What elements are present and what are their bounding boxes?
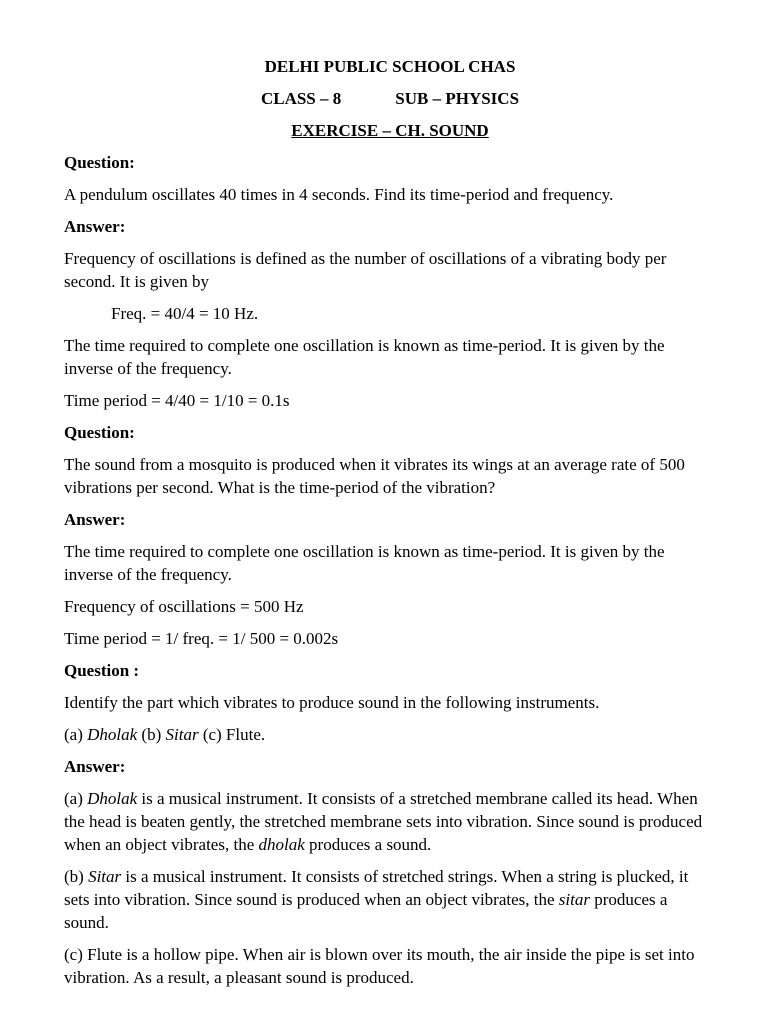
formula-line: Time period = 4/40 = 1/10 = 0.1s bbox=[64, 391, 290, 410]
ans-a-name: Dholak bbox=[87, 789, 138, 808]
question-label: Question: bbox=[64, 423, 135, 442]
question-text: A pendulum oscillates 40 times in 4 seconds. Find its time-period and frequency. bbox=[64, 185, 614, 204]
formula-line: Freq. = 40/4 = 10 Hz. bbox=[111, 304, 259, 323]
options-line bbox=[64, 723, 716, 746]
ans-b-prefix: (b) bbox=[64, 867, 89, 886]
ans-a-text: is a musical instrument. It consists of a stretched membrane called its head. When the head is beaten gently, the stretched membrane sets into vibration. Since sound is produced when an object vibrates, the bbox=[64, 789, 703, 854]
ans-a-name2: dholak bbox=[258, 835, 305, 854]
ans-a-prefix: (a) bbox=[64, 789, 88, 808]
ans-b-name: Sitar bbox=[88, 867, 122, 886]
answer-paragraph-c: (c) Flute is a hollow pipe. When air is blown over its mouth, the air inside the pipe is set into vibration. As a result, a pleasant sound is produced. bbox=[64, 945, 695, 987]
option-a-name: Dholak bbox=[87, 725, 138, 744]
question-label: Question: bbox=[64, 153, 135, 172]
ans-b-name2: sitar bbox=[558, 890, 590, 909]
option-b-prefix: (b) bbox=[137, 725, 166, 744]
answer-paragraph-b bbox=[64, 865, 716, 934]
question-text: Identify the part which vibrates to produce sound in the following instruments. bbox=[64, 693, 600, 712]
formula-line: Frequency of oscillations = 500 Hz bbox=[64, 597, 304, 616]
answer-paragraph: The time required to complete one oscillation is known as time-period. It is given by the inverse of the frequency. bbox=[64, 336, 665, 378]
exercise-heading: EXERCISE – CH. SOUND bbox=[291, 121, 489, 140]
subject-label: SUB – PHYSICS bbox=[395, 89, 520, 108]
ans-a-suffix: produces a sound. bbox=[304, 835, 432, 854]
formula-line: Time period = 1/ freq. = 1/ 500 = 0.002s bbox=[64, 629, 339, 648]
school-title: DELHI PUBLIC SCHOOL CHAS bbox=[264, 57, 516, 76]
question-label: Question : bbox=[64, 661, 140, 680]
class-subject-line bbox=[64, 87, 716, 110]
option-a-prefix: (a) bbox=[64, 725, 88, 744]
option-c-text: (c) Flute. bbox=[198, 725, 266, 744]
answer-paragraph: The time required to complete one oscillation is known as time-period. It is given by the inverse of the frequency. bbox=[64, 542, 665, 584]
answer-label: Answer: bbox=[64, 510, 126, 529]
option-b-name: Sitar bbox=[165, 725, 199, 744]
document-page bbox=[64, 55, 716, 998]
exercise-title bbox=[64, 119, 716, 142]
class-label: CLASS – 8 bbox=[260, 89, 342, 108]
answer-label: Answer: bbox=[64, 757, 126, 776]
question-text: The sound from a mosquito is produced when it vibrates its wings at an average rate of 500 vibrations per second. What is the time-period of the vibration? bbox=[64, 455, 685, 497]
answer-paragraph-a bbox=[64, 787, 716, 856]
ans-b-text: is a musical instrument. It consists of stretched strings. When a string is plucked, it sets into vibration. Since sound is produced when an object vibrates, the bbox=[64, 867, 689, 909]
ans-b-suffix: produces a sound. bbox=[64, 890, 668, 932]
answer-paragraph: Frequency of oscillations is defined as the number of oscillations of a vibrating body per second. It is given by bbox=[64, 249, 667, 291]
answer-label: Answer: bbox=[64, 217, 126, 236]
